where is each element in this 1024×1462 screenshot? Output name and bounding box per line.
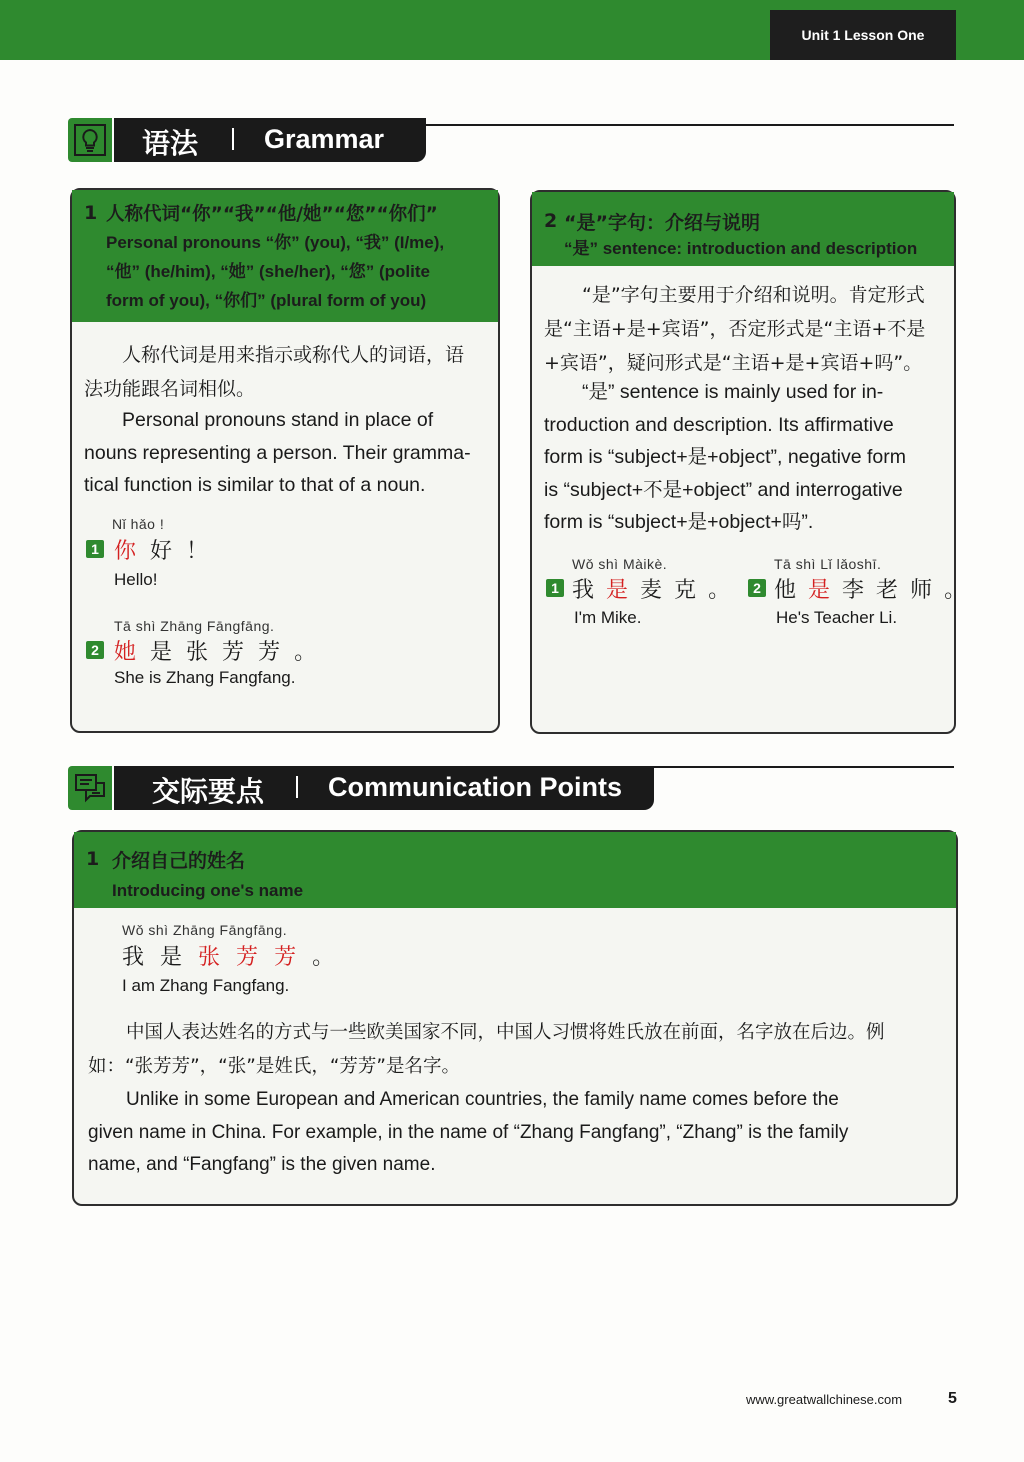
example-char: 。 <box>708 578 743 603</box>
body-line: “是” sentence is mainly used for in- <box>582 381 884 403</box>
title-en-line: form of you), “你们” (plural form of you) <box>106 291 427 310</box>
panel-body-en <box>84 404 471 502</box>
example-char: 他 <box>774 578 809 603</box>
footer-website: www.greatwallchinese.com <box>746 1392 903 1407</box>
example-number-badge: 2 <box>86 641 104 659</box>
panel-title-zh: 人称代词“你”“我”“他/她”“您”“你们” <box>106 204 438 225</box>
panel-title-en: Introducing one's name <box>112 881 304 900</box>
body-line: form is “subject+是+object+吗”. <box>544 511 814 533</box>
example-pinyin: Tā shì Lǐ lǎoshī. <box>774 556 882 572</box>
example-translation: He's Teacher Li. <box>776 608 898 627</box>
title-en-line: Personal pronouns “你” (you), “我” (I/me), <box>106 233 445 252</box>
body-line: 法功能跟名词相似。 <box>84 378 256 400</box>
example-pinyin: Nǐ hǎo ! <box>112 516 165 532</box>
example-char: 你 <box>114 539 151 564</box>
example-char: 师 <box>910 578 945 603</box>
panel-title-en: “是” sentence: introduction and description <box>564 239 918 258</box>
panel-number: 1 <box>86 848 100 870</box>
example-number-badge: 2 <box>748 579 766 597</box>
body-line: tical function is similar to that of a noun. <box>84 474 426 496</box>
top-banner <box>0 0 1024 60</box>
unit-label: Unit 1 Lesson One <box>770 10 956 60</box>
example-char: 她 <box>114 640 151 665</box>
panel-body-en <box>544 376 906 539</box>
example-char: 芳 <box>274 945 313 970</box>
example-sentence-zh <box>572 573 742 604</box>
page-number: 5 <box>948 1390 957 1407</box>
grammar-section-header <box>68 118 428 162</box>
body-line: is “subject+不是+object” and interrogative <box>544 478 903 501</box>
body-line: 是“主语+是+宾语”，否定形式是“主语+不是 <box>544 318 926 340</box>
communication-title-zh: 交际要点 <box>152 775 265 808</box>
example-char: 好 <box>150 539 187 564</box>
panel-title-en <box>106 228 444 315</box>
grammar-panel-1 <box>70 188 500 733</box>
panel-title-zh: “是”字句：介绍与说明 <box>564 212 760 234</box>
example-translation: Hello! <box>114 570 158 589</box>
body-line: 如：“张芳芳”，“张”是姓氏，“芳芳”是名字。 <box>88 1056 461 1077</box>
panel-body-zh <box>544 278 925 380</box>
body-line: +宾语”，疑问形式是“主语+是+宾语+吗”。 <box>544 352 923 374</box>
title-separator <box>232 128 234 150</box>
communication-section-header <box>68 766 658 810</box>
example-pinyin: Tā shì Zhāng Fāngfāng. <box>114 618 275 634</box>
panel-body-en <box>88 1084 848 1182</box>
body-line: nouns representing a person. Their gramma- <box>84 441 471 464</box>
panel-header <box>72 190 498 322</box>
example-sentence-zh <box>114 534 222 565</box>
body-line: Unlike in some European and American countries, the family name comes before the <box>126 1089 839 1110</box>
example-char: ！ <box>186 539 223 564</box>
example-number-badge: 1 <box>546 579 564 597</box>
example-sentence-zh <box>114 635 330 666</box>
title-separator <box>296 776 298 798</box>
body-line: form is “subject+是+object”, negative form <box>544 446 906 468</box>
example-translation: She is Zhang Fangfang. <box>114 668 296 687</box>
panel-header <box>74 832 956 908</box>
example-sentence-zh <box>122 940 350 971</box>
speech-bubbles-icon <box>68 766 112 810</box>
example-char: 。 <box>944 578 979 603</box>
communication-title-en: Communication Points <box>328 772 623 802</box>
panel-header <box>532 192 954 266</box>
section-rule <box>420 124 954 126</box>
communication-panel-1 <box>72 830 958 1206</box>
example-char: 张 <box>186 640 223 665</box>
panel-title-zh: 介绍自己的姓名 <box>112 850 246 872</box>
example-char: 芳 <box>258 640 295 665</box>
panel-number: 2 <box>544 210 558 232</box>
body-line: given name in China. For example, in the name of “Zhang Fangfang”, “Zhang” is the family <box>88 1121 849 1143</box>
example-translation: I'm Mike. <box>574 608 642 627</box>
panel-body-zh <box>84 338 464 406</box>
body-line: Personal pronouns stand in place of <box>122 409 434 431</box>
body-line: name, and “Fangfang” is the given name. <box>88 1154 436 1175</box>
example-char: 芳 <box>236 945 275 970</box>
example-char: 老 <box>876 578 911 603</box>
panel-body-zh <box>88 1016 885 1084</box>
body-line: troduction and description. Its affirmative <box>544 413 894 436</box>
example-number-badge: 1 <box>86 540 104 558</box>
example-pinyin: Wǒ shì Màikè. <box>572 556 668 572</box>
panel-number: 1 <box>84 202 98 224</box>
example-char: 麦 <box>640 578 675 603</box>
example-char: 是 <box>160 945 199 970</box>
grammar-title-zh: 语法 <box>142 127 199 160</box>
example-char: 我 <box>572 578 607 603</box>
grammar-title-en: Grammar <box>264 124 385 154</box>
body-line: “是”字句主要用于介绍和说明。肯定形式 <box>582 284 925 306</box>
example-char: 芳 <box>222 640 259 665</box>
body-line: 人称代词是用来指示或称代人的词语，语 <box>122 344 465 366</box>
example-translation: I am Zhang Fangfang. <box>122 976 290 995</box>
example-char: 是 <box>606 578 641 603</box>
example-char: 是 <box>808 578 843 603</box>
example-char: 。 <box>294 640 331 665</box>
title-en-line: “他” (he/him), “她” (she/her), “您” (polite <box>106 262 430 281</box>
grammar-panel-2 <box>530 190 979 734</box>
body-line: 中国人表达姓名的方式与一些欧美国家不同，中国人习惯将姓氏放在前面，名字放在后边。例 <box>126 1022 885 1043</box>
example-char: 我 <box>122 945 161 970</box>
lightbulb-icon <box>68 118 112 162</box>
example-char: 。 <box>312 945 351 970</box>
example-char: 张 <box>198 945 237 970</box>
example-char: 克 <box>674 578 709 603</box>
example-pinyin: Wǒ shì Zhāng Fāngfāng. <box>122 922 288 938</box>
example-char: 李 <box>842 578 877 603</box>
example-sentence-zh <box>774 573 978 604</box>
section-rule <box>650 766 954 768</box>
example-char: 是 <box>150 640 187 665</box>
